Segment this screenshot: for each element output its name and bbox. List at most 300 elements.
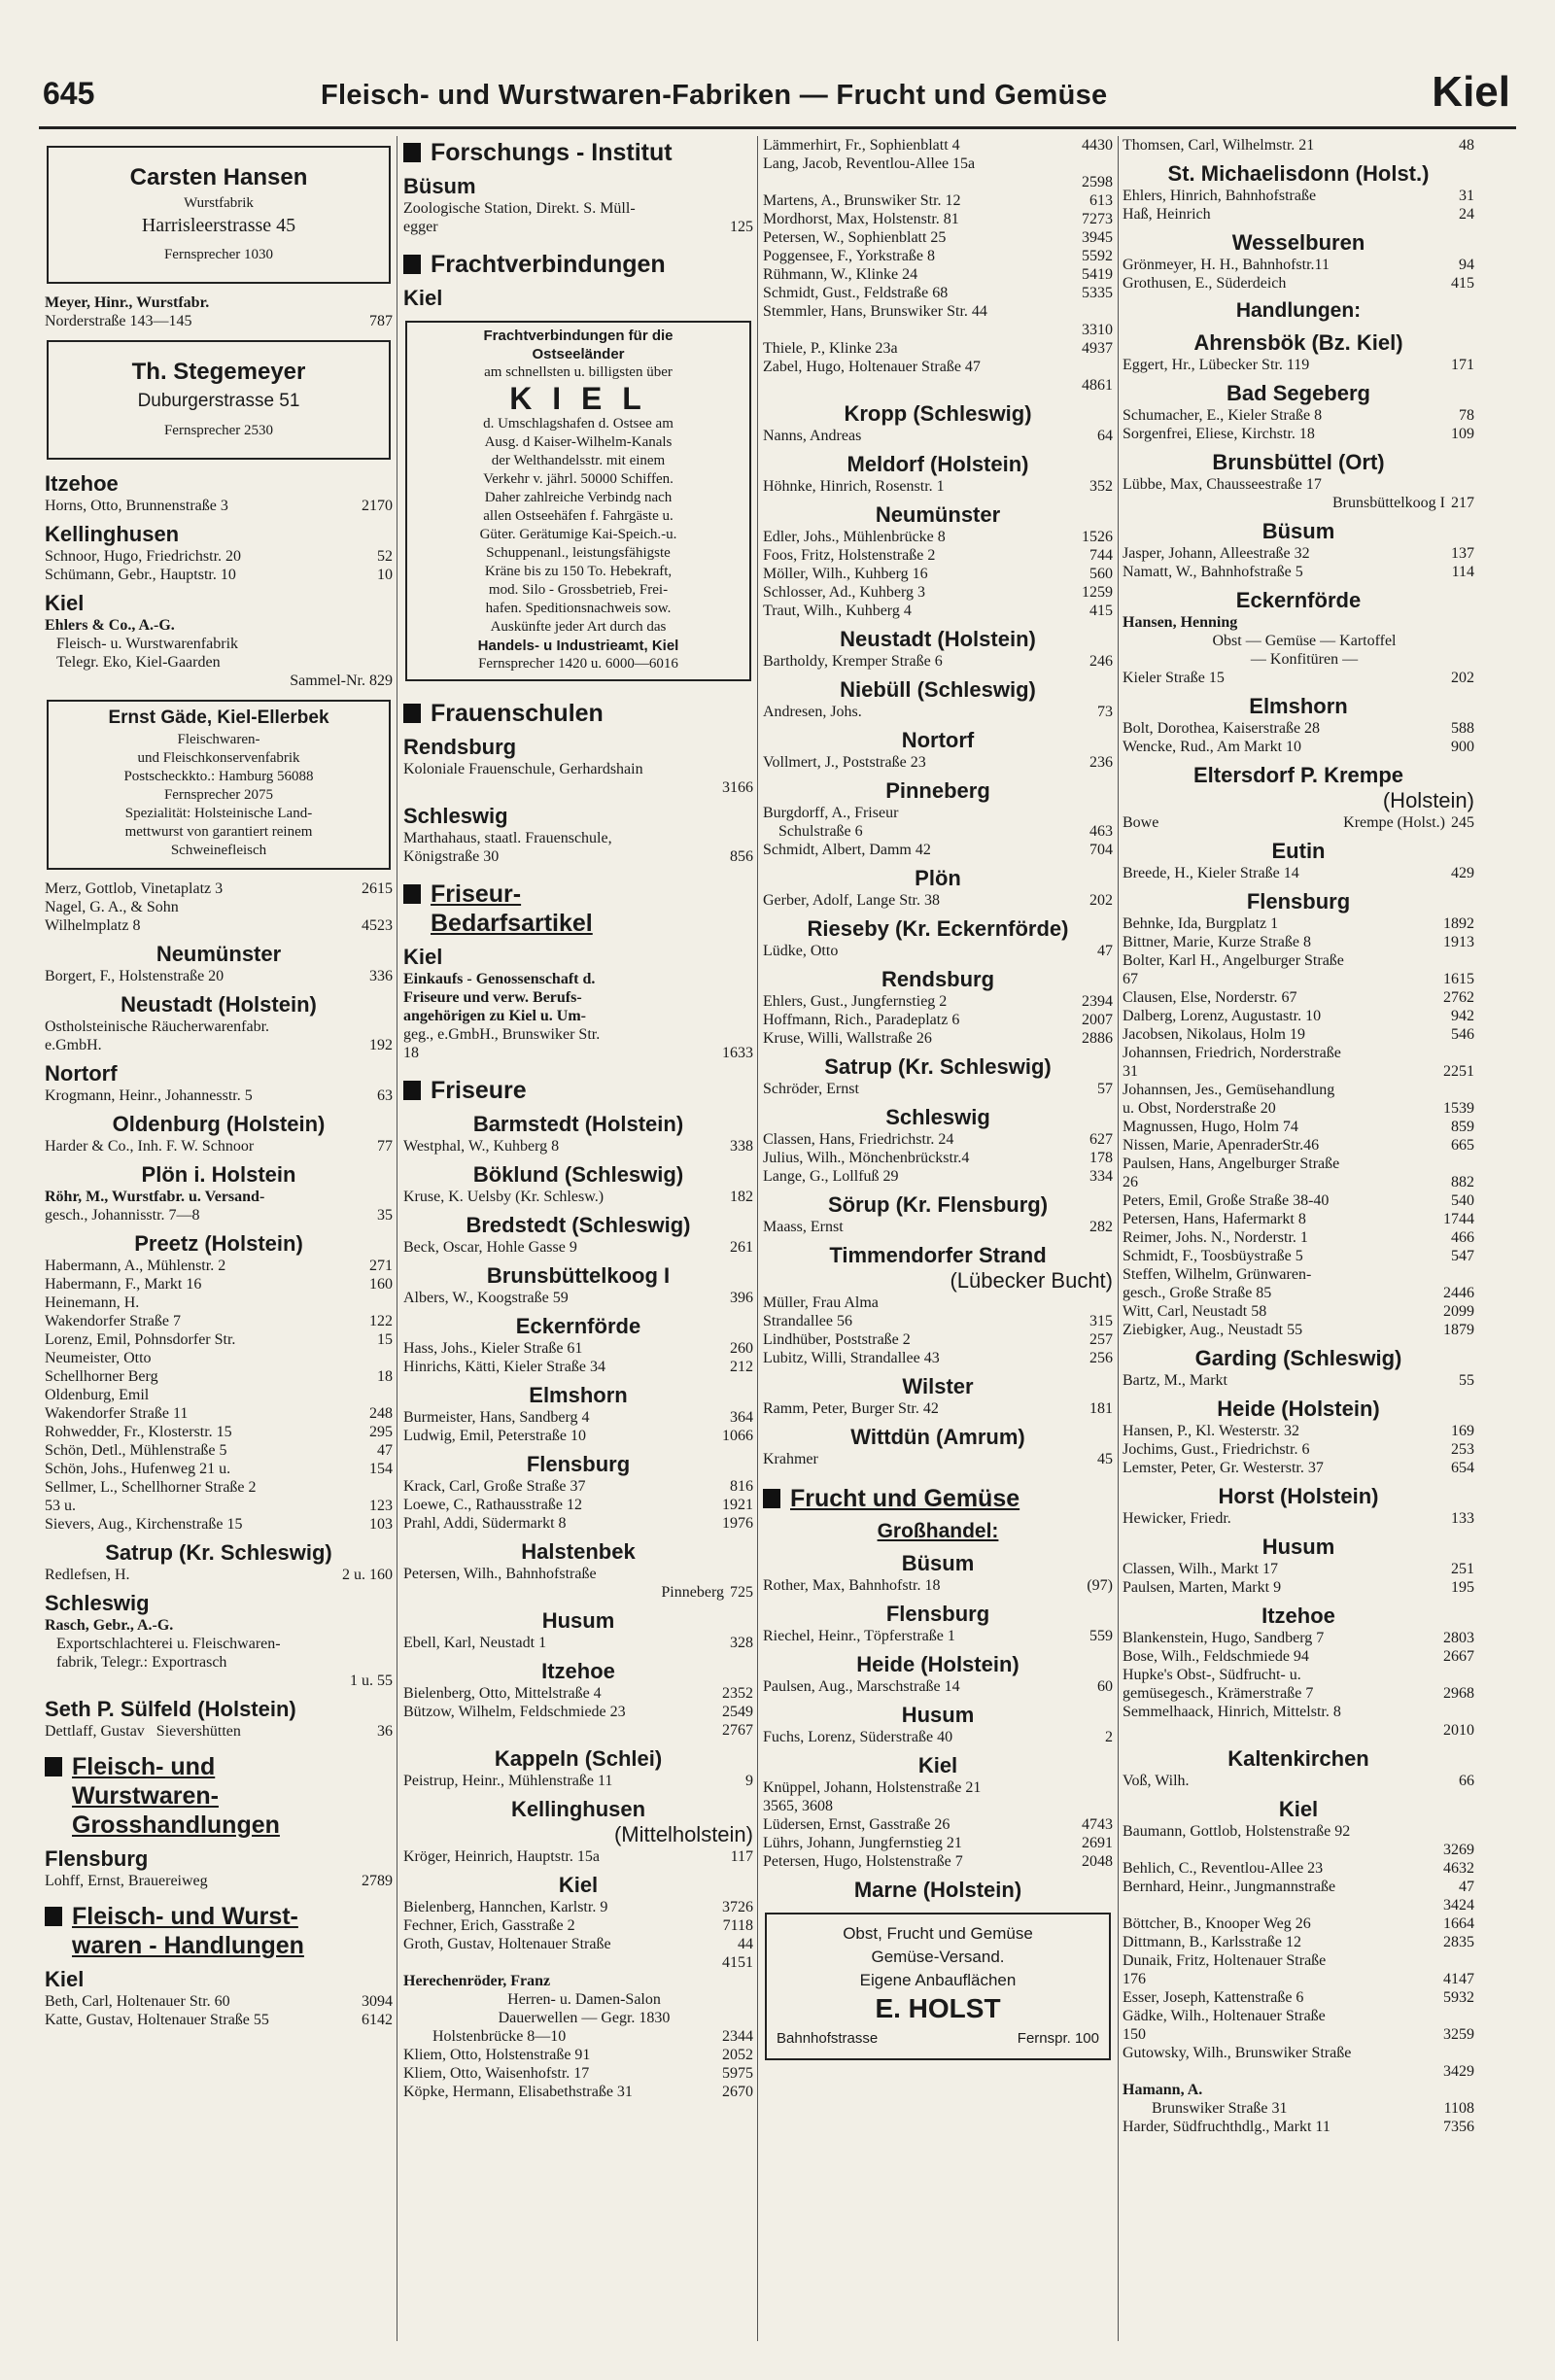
list-item: Schröder, Ernst 57 (763, 1081, 1113, 1097)
list-item: Pinneberg 725 (661, 1584, 753, 1601)
city-heading: St. Michaelisdonn (Holst.) (1167, 161, 1430, 186)
city-heading: Wesselburen (1231, 230, 1365, 255)
list-item: Namatt, W., Bahnhofstraße 5 114 (1123, 564, 1474, 580)
list-item: 176 4147 (1123, 1971, 1474, 1987)
list-item: Stemmler, Hans, Brunswiker Str. 44 (763, 303, 987, 320)
list-item: Lemster, Peter, Gr. Westerstr. 37 654 (1123, 1460, 1474, 1476)
list-item: Lorenz, Emil, Pohnsdorfer Str. 15 (45, 1331, 393, 1348)
city-heading: Elmshorn (529, 1383, 628, 1407)
list-item: Bowe Krempe (Holst.) 245 (1123, 814, 1474, 831)
list-item: Ebell, Karl, Neustadt 1 328 (403, 1635, 753, 1651)
list-item: Rother, Max, Bahnhofstr. 18 (97) (763, 1577, 1113, 1594)
list-item: Hinrichs, Kätti, Kieler Straße 34 212 (403, 1359, 753, 1375)
ad-line: Fernsprecher 2075 (163, 787, 274, 803)
list-item: Bützow, Wilhelm, Feldschmiede 23 2549 (403, 1704, 753, 1720)
list-item: Witt, Carl, Neustadt 58 2099 (1123, 1303, 1474, 1320)
list-item: Zoologische Station, Direkt. S. Müll- (403, 200, 636, 217)
kiel-list-2 (403, 2046, 753, 2101)
list-item: Vollmert, J., Poststraße 23 236 (763, 754, 1113, 771)
list-item: Bolt, Dorothea, Kaiserstraße 28 588 (1123, 720, 1474, 737)
list-item: Wakendorfer Straße 11 248 (45, 1405, 393, 1422)
city-heading: Itzehoe (541, 1659, 615, 1683)
city-heading: Plön (915, 866, 961, 890)
page-number: 645 (43, 76, 95, 111)
list-item: Clausen, Else, Norderstr. 67 2762 (1123, 989, 1474, 1006)
list-item: Albers, W., Koogstraße 59 396 (403, 1290, 753, 1306)
list-item: Peters, Emil, Große Straße 38-40 540 (1123, 1192, 1474, 1209)
list-item: Ehlers & Co., A.-G. (45, 617, 175, 634)
city-heading: Kellinghusen (45, 522, 180, 546)
city-heading: Flensburg (885, 1602, 990, 1626)
city-heading: Böklund (Schleswig) (472, 1162, 684, 1187)
list-item: Höhnke, Hinrich, Rosenstr. 1 352 (763, 478, 1113, 495)
timmendorf-list (763, 1293, 1113, 1367)
list-item: Krahmer 45 (763, 1451, 1113, 1467)
city-heading: Kiel (917, 1753, 958, 1777)
list-item: Lämmerhirt, Fr., Sophienblatt 4 4430 (763, 137, 1113, 154)
list-item: Baumann, Gottlob, Holstenstraße 92 (1123, 1823, 1351, 1840)
square-bullet-icon (403, 1081, 421, 1100)
list-item: Peistrup, Heinr., Mühlenstraße 11 9 (403, 1773, 753, 1789)
ad-line: Ausg. d Kaiser-Wilhelm-Kanals (484, 434, 673, 450)
buesum-list (1123, 544, 1474, 581)
list-item: Röhr, M., Wurstfabr. u. Versand- (45, 1189, 265, 1205)
ad-name: Th. Stegemeyer (131, 359, 306, 385)
list-item: Lindhüber, Poststraße 2 257 (763, 1331, 1113, 1348)
city-heading: (Mittelholstein) (613, 1822, 753, 1846)
city-heading: Flensburg (1246, 889, 1351, 914)
list-item: Lang, Jacob, Reventlou-Allee 15a (763, 155, 976, 172)
list-item: Kliem, Otto, Waisenhofstr. 17 5975 (403, 2065, 753, 2082)
city-heading: Kiel (403, 286, 443, 310)
list-item: angehörigen zu Kiel u. Um- (403, 1008, 586, 1024)
list-item: Dittmann, B., Karlsstraße 12 2835 (1123, 1934, 1474, 1950)
ad-name: E. HOLST (875, 1993, 1001, 2023)
city-heading: Büsum (1261, 519, 1335, 543)
city-heading: Husum (901, 1703, 975, 1727)
city-heading: Neustadt (Holstein) (121, 992, 317, 1017)
ad-line: Güter. Gerätumige Kai-Speich.-u. (479, 527, 677, 542)
square-bullet-icon (403, 884, 421, 904)
ad-street: Duburgerstrasse 51 (137, 391, 300, 411)
city-heading: Rieseby (Kr. Eckernförde) (807, 916, 1069, 941)
list-item: Hamann, A. (1123, 2082, 1203, 2098)
list-item: gesch., Große Straße 85 2446 (1123, 1285, 1474, 1301)
list-item: Gutowsky, Wilh., Brunswiker Straße (1123, 2045, 1352, 2061)
list-item: Thomsen, Carl, Wilhelmstr. 21 48 (1123, 137, 1474, 154)
list-item: Horns, Otto, Brunnenstraße 3 2170 (45, 498, 393, 514)
list-item: Classen, Wilh., Markt 17 251 (1123, 1561, 1474, 1577)
list-item: Petersen, W., Sophienblatt 25 3945 (763, 229, 1113, 246)
list-item: Steffen, Wilhelm, Grünwaren- (1123, 1266, 1312, 1283)
list-item: Burgdorff, A., Friseur (763, 805, 899, 821)
list-item-line: Sammel-Nr. 829 (290, 673, 393, 689)
ad-line: hafen. Speditionsnachweis sow. (485, 601, 672, 616)
ad-phone: Fernspr. 100 (1017, 2030, 1099, 2047)
list-item: Fechner, Erich, Gasstraße 2 7118 (403, 1917, 753, 1934)
ad-phone: Fernsprecher 2530 (163, 423, 274, 438)
list-item: Marthahaus, staatl. Frauenschule, (403, 830, 612, 846)
city-heading: Nortorf (45, 1061, 118, 1086)
ad-ernst-gaede (47, 700, 391, 870)
ad-lines (413, 415, 743, 637)
list-item-line: Obst — Gemüse — Kartoffel (1212, 633, 1397, 649)
square-bullet-icon (763, 1489, 780, 1508)
city-heading: Schleswig (45, 1591, 150, 1615)
city-heading: Büsum (901, 1551, 975, 1575)
city-heading: Nortorf (901, 728, 975, 752)
city-heading: Rendsburg (403, 735, 517, 759)
ad-line: Obst, Frucht und Gemüse (843, 1924, 1033, 1943)
list-item: 53 u. 123 (45, 1498, 393, 1514)
kiel-top-list (763, 136, 1113, 395)
list-item: Prahl, Addi, Südermarkt 8 1976 (403, 1515, 753, 1532)
list-item: 3565, 3608 (763, 1798, 833, 1814)
list-item: Sellmer, L., Schellhorner Straße 2 (45, 1479, 257, 1496)
neumuenster-list (763, 528, 1113, 620)
list-item: Böttcher, B., Knooper Weg 26 1664 (1123, 1915, 1474, 1932)
list-item-line: Dauerwellen — Gegr. 1830 (498, 2010, 671, 2026)
list-item: egger 125 (403, 219, 753, 235)
ad-line: Schweinefleisch (170, 843, 267, 858)
list-item: Schulstraße 6 463 (778, 823, 1113, 840)
list-item: Lubitz, Willi, Strandallee 43 256 (763, 1350, 1113, 1366)
list-item: Beck, Oscar, Hohle Gasse 9 261 (403, 1239, 753, 1256)
list-item: 26 882 (1123, 1174, 1474, 1190)
itzehoe-list (1123, 1629, 1474, 1740)
ad-stegemeyer (47, 340, 391, 460)
city-heading: Kappeln (Schlei) (494, 1746, 663, 1771)
list-item: Breede, H., Kieler Straße 14 429 (1123, 865, 1474, 881)
city-heading: Satrup (Kr. Schleswig) (824, 1054, 1052, 1079)
city-heading: Büsum (403, 174, 476, 198)
list-item: Reimer, Johs. N., Norderstr. 1 466 (1123, 1229, 1474, 1246)
list-item: Schön, Detl., Mühlenstraße 5 47 (45, 1442, 393, 1459)
city-heading: Preetz (Holstein) (134, 1231, 303, 1256)
list-item-line: Herren- u. Damen-Salon (507, 1991, 661, 2008)
list-item-line: 3166 (722, 779, 753, 796)
city-heading: Rendsburg (881, 967, 995, 991)
list-item: Beth, Carl, Holtenauer Str. 60 3094 (45, 1993, 393, 2010)
list-item: Bernhard, Heinr., Jungmannstraße 47 (1123, 1879, 1474, 1895)
list-item: Merz, Gottlob, Vinetaplatz 3 2615 (45, 880, 393, 897)
list-item: Schnoor, Hugo, Friedrichstr. 20 52 (45, 548, 393, 565)
list-item: Andresen, Johs. 73 (763, 704, 1113, 720)
city-heading: Garding (Schleswig) (1194, 1346, 1402, 1370)
city-heading: Flensburg (45, 1846, 149, 1871)
list-item: Habermann, F., Markt 16 160 (45, 1276, 393, 1293)
list-item-line: 2767 (722, 1722, 753, 1739)
list-item: 18 1633 (403, 1045, 753, 1061)
city-heading: Bredstedt (Schleswig) (466, 1213, 691, 1237)
list-item: Nagel, G. A., & Sohn (45, 899, 179, 915)
city-heading: Pinneberg (885, 778, 990, 803)
ad-line: Schuppenanl., leistungsfähigste (486, 545, 671, 561)
city-heading: Eckernförde (1235, 588, 1362, 612)
list-item: Dalberg, Lorenz, Augustastr. 10 942 (1123, 1008, 1474, 1024)
city-heading: Neumünster (875, 502, 1001, 527)
city-heading: Heide (Holstein) (1217, 1397, 1380, 1421)
city-heading: Brunsbüttel (Ort) (1212, 450, 1385, 474)
list-item: Möller, Wilh., Kuhberg 16 560 (763, 566, 1113, 582)
list-item: Norderstraße 143—145 787 (45, 313, 393, 329)
list-item: Borgert, F., Holstenstraße 20 336 (45, 968, 393, 984)
list-item: Strandallee 56 315 (763, 1313, 1113, 1329)
city-heading: Neumünster (156, 942, 282, 966)
list-item: Neumeister, Otto (45, 1350, 152, 1366)
ad-line: allen Ostseehäfen f. Fahrgäste u. (483, 508, 674, 524)
list-item: 3429 (1443, 2063, 1474, 2080)
list-item: Classen, Hans, Friedrichstr. 24 627 (763, 1131, 1113, 1148)
city-heading: Satrup (Kr. Schleswig) (105, 1540, 332, 1565)
list-item: Kröger, Heinrich, Hauptstr. 15a 117 (403, 1848, 753, 1865)
city-heading: Eckernförde (515, 1314, 641, 1338)
city-heading: (Lübecker Bucht) (950, 1268, 1113, 1293)
ad-street: Bahnhofstrasse (777, 2030, 879, 2047)
list-item: Schellhorner Berg 18 (45, 1368, 393, 1385)
list-item: Heinemann, H. (45, 1294, 140, 1311)
section-heading: Grosshandlungen (72, 1811, 280, 1839)
column-1 (45, 136, 393, 2370)
list-item: Harder & Co., Inh. F. W. Schnoor 77 (45, 1138, 393, 1155)
list-item: 3310 (1082, 322, 1113, 338)
list-item: Brunsbüttelkoog I 217 (1332, 495, 1474, 511)
city-heading: Kiel (403, 945, 443, 969)
city-heading: Sörup (Kr. Flensburg) (827, 1192, 1049, 1217)
city-heading: Kiel (558, 1873, 599, 1897)
city-heading: Kellinghusen (510, 1797, 646, 1821)
list-item: Lange, G., Lollfuß 29 334 (763, 1168, 1113, 1185)
city-heading: Barmstedt (Holstein) (472, 1112, 684, 1136)
section-heading: Friseur- (403, 880, 753, 909)
list-item: Mordhorst, Max, Holstenstr. 81 7273 (763, 211, 1113, 227)
square-bullet-icon (403, 255, 421, 274)
page-header (39, 68, 1516, 129)
ad-name: Carsten Hansen (129, 164, 308, 190)
list-item: Oldenburg, Emil (45, 1387, 150, 1403)
list-item-line: fabrik, Telegr.: Exportrasch (56, 1654, 227, 1671)
list-item: Zabel, Hugo, Holtenauer Straße 47 (763, 359, 981, 375)
list-item: Poggensee, F., Yorkstraße 8 5592 (763, 248, 1113, 264)
list-item: 2010 (1443, 1722, 1474, 1739)
city-heading: Kiel (45, 1967, 85, 1991)
ad-line: und Fleischkonservenfabrik (137, 750, 300, 766)
list-item: Behlich, C., Reventlou-Allee 23 4632 (1123, 1860, 1474, 1877)
rendsburg-list (763, 992, 1113, 1048)
ad-line: Postscheckkto.: Hamburg 56088 (123, 769, 314, 784)
list-item: Ehlers, Gust., Jungfernstieg 2 2394 (763, 993, 1113, 1010)
city-heading: Eutin (1271, 839, 1326, 863)
city-heading: Schleswig (403, 804, 508, 828)
schleswig-list (763, 1130, 1113, 1186)
ad-line: Auskünfte jeder Art durch das (490, 619, 667, 635)
list-item: Lüdersen, Ernst, Gasstraße 26 4743 (763, 1816, 1113, 1833)
ad-line: Daher zahlreiche Verbindg nach (484, 490, 673, 505)
ad-line: Eigene Anbauflächen (859, 1971, 1017, 1989)
city-heading: Husum (541, 1608, 615, 1633)
ad-subtitle: Wurstfabrik (184, 195, 254, 211)
list-item: Köpke, Hermann, Elisabethstraße 31 2670 (403, 2084, 753, 2100)
list-item: Maass, Ernst 282 (763, 1219, 1113, 1235)
list-item: Hansen, P., Kl. Westerstr. 32 169 (1123, 1423, 1474, 1439)
section-heading: Wurstwaren- (72, 1782, 219, 1810)
column-3 (763, 136, 1113, 2370)
heide-list (1123, 1422, 1474, 1477)
list-item: gesch., Johannisstr. 7—8 35 (45, 1207, 393, 1224)
list-item: Rühmann, W., Klinke 24 5419 (763, 266, 1113, 283)
ad-name: Ernst Gäde, Kiel-Ellerbek (108, 707, 329, 728)
list-item: 4861 (1082, 377, 1113, 394)
list-item: Magnussen, Hugo, Holm 74 859 (1123, 1119, 1474, 1135)
list-item: Haß, Heinrich 24 (1123, 206, 1474, 223)
list-item: Ludwig, Emil, Peterstraße 10 1066 (403, 1428, 753, 1444)
wesselburen-list (1123, 256, 1474, 293)
city-heading: Halstenbek (521, 1539, 636, 1564)
list-item: Martens, A., Brunswiker Str. 12 613 (763, 192, 1113, 209)
list-item: Sievers, Aug., Kirchenstraße 15 103 (45, 1516, 393, 1533)
city-heading: Bad Segeberg (1227, 381, 1370, 405)
list-item: Edler, Johs., Mühlenbrücke 8 1526 (763, 529, 1113, 545)
list-item: Foos, Fritz, Holstenstraße 2 744 (763, 547, 1113, 564)
list-item: Dunaik, Fritz, Holtenauer Straße (1123, 1952, 1327, 1969)
city-heading: Kropp (Schleswig) (844, 401, 1032, 426)
section-heading: Frucht und Gemüse (763, 1484, 1113, 1513)
city-heading: Itzehoe (45, 471, 119, 496)
list-item: Petersen, Wilh., Bahnhofstraße (403, 1566, 597, 1582)
city-heading: Niebüll (Schleswig) (840, 677, 1036, 702)
list-item: Dettlaff, Gustav Sievershütten 36 (45, 1723, 393, 1740)
list-item: Grothusen, E., Süderdeich 415 (1123, 275, 1474, 292)
list-item: 3269 (1443, 1842, 1474, 1858)
elmshorn-list (1123, 719, 1474, 756)
list-item: Blankenstein, Hugo, Sandberg 7 2803 (1123, 1630, 1474, 1646)
list-item: Koloniale Frauenschule, Gerhardshain (403, 761, 643, 777)
list-item: Jasper, Johann, Alleestraße 32 137 (1123, 545, 1474, 562)
list-item: Herechenröder, Franz (403, 1973, 551, 1989)
list-item: Lübbe, Max, Chausseestraße 17 (1123, 476, 1322, 493)
list-item: Knüppel, Johann, Holstenstraße 21 (763, 1779, 982, 1796)
square-bullet-icon (403, 143, 421, 162)
list-item: Rasch, Gebr., A.-G. (45, 1617, 174, 1634)
list-item: Petersen, Hans, Hafermarkt 8 1744 (1123, 1211, 1474, 1227)
ad-line: am schnellsten u. billigsten über (484, 364, 673, 380)
city-heading: Seth P. Sülfeld (Holstein) (45, 1697, 296, 1721)
list-item: Eggert, Hr., Lübecker Str. 119 171 (1123, 357, 1474, 373)
list-item: Wencke, Rud., Am Markt 10 900 (1123, 739, 1474, 755)
city-heading: Wittdün (Amrum) (850, 1425, 1025, 1449)
list-item: Nanns, Andreas 64 (763, 428, 1113, 444)
list-item: Schmidt, Gust., Feldstraße 68 5335 (763, 285, 1113, 301)
list-item: Ehlers, Hinrich, Bahnhofstraße 31 (1123, 188, 1474, 204)
list-item: Nissen, Marie, ApenraderStr.46 665 (1123, 1137, 1474, 1154)
list-item: 4151 (722, 1954, 753, 1971)
ad-frachtverbindungen (405, 321, 751, 681)
section-heading: Friseure (403, 1076, 753, 1105)
ad-carsten-hansen (47, 146, 391, 284)
list-item: Hass, Johs., Kieler Straße 61 260 (403, 1340, 753, 1357)
ad-line: mod. Silo - Grossbetrieb, Frei- (488, 582, 669, 598)
list-item-line: Fleisch- u. Wurstwarenfabrik (56, 636, 239, 652)
list-item: Kruse, Willi, Wallstraße 26 2886 (763, 1030, 1113, 1047)
city-heading: Itzehoe (1261, 1604, 1335, 1628)
list-item: Krogmann, Heinr., Johannesstr. 5 63 (45, 1087, 393, 1104)
ad-line: mettwurst von garantiert reinem (124, 824, 313, 840)
list-item: Meyer, Hinr., Wurstfabr. (45, 294, 210, 311)
list-item: Schön, Johs., Hufenweg 21 u. 154 (45, 1461, 393, 1477)
list-item: Holstenbrücke 8—10 2344 (432, 2028, 753, 2045)
segeberg-list (1123, 406, 1474, 443)
city-heading: (Holstein) (1382, 788, 1474, 812)
list-item: 2598 (1082, 174, 1113, 190)
list-item: Hoffmann, Rich., Paradeplatz 6 2007 (763, 1012, 1113, 1028)
list-item: 3424 (1443, 1897, 1474, 1914)
list-item: Krack, Carl, Große Straße 37 816 (403, 1478, 753, 1495)
list-item: Bielenberg, Otto, Mittelstraße 4 2352 (403, 1685, 753, 1702)
square-bullet-icon (45, 1757, 62, 1776)
list-item: Traut, Wilh., Kuhberg 4 415 (763, 603, 1113, 619)
list-item: Lührs, Johann, Jungfernstieg 21 2691 (763, 1835, 1113, 1851)
list-item: Kruse, K. Uelsby (Kr. Schlesw.) 182 (403, 1189, 753, 1205)
list-item: Semmelhaack, Hinrich, Mittelstr. 8 (1123, 1704, 1341, 1720)
city-heading: Brunsbüttelkoog I (486, 1263, 671, 1288)
column-4 (1123, 136, 1474, 2370)
list-item-line: Exportschlachterei u. Fleischwaren- (56, 1636, 281, 1652)
list-item: Thiele, P., Klinke 23a 4937 (763, 340, 1113, 357)
list-item: Bielenberg, Hannchen, Karlstr. 9 3726 (403, 1899, 753, 1915)
page-city: Kiel (1432, 68, 1510, 116)
ad-phone: Fernsprecher 1030 (163, 247, 274, 262)
city-heading: Flensburg (526, 1452, 631, 1476)
section-heading: Frachtverbindungen (403, 250, 753, 279)
list-item: Gerber, Adolf, Lange Str. 38 202 (763, 892, 1113, 909)
list-item: Groth, Gustav, Holtenauer Straße 44 (403, 1936, 753, 1952)
city-heading: Heide (Holstein) (856, 1652, 1019, 1676)
list-item: Johannsen, Jes., Gemüsehandlung (1123, 1082, 1335, 1098)
list-item: Kieler Straße 15 202 (1123, 670, 1474, 686)
list-item: Hewicker, Friedr. 133 (1123, 1510, 1474, 1527)
ad-line: Handels- u Industrieamt, Kiel (477, 638, 679, 654)
list-item: Johannsen, Friedrich, Norderstraße (1123, 1045, 1341, 1061)
list-item: Harder, Südfruchthdlg., Markt 11 7356 (1123, 2119, 1474, 2135)
list-item: Loewe, C., Rathausstraße 12 1921 (403, 1497, 753, 1513)
list-item: 31 2251 (1123, 1063, 1474, 1080)
sub-heading: Handlungen: (1235, 299, 1362, 322)
list-item-line: — Konfitüren — (1250, 651, 1359, 668)
list-item: Fuchs, Lorenz, Süderstraße 40 2 (763, 1729, 1113, 1745)
list-item: Schmidt, Albert, Damm 42 704 (763, 842, 1113, 858)
list-item: Hupke's Obst-, Südfrucht- u. (1123, 1667, 1301, 1683)
preetz-list (45, 1257, 393, 1534)
list-item: Jochims, Gust., Friedrichstr. 6 253 (1123, 1441, 1474, 1458)
city-heading: Plön i. Holstein (141, 1162, 296, 1187)
list-item: Bartholdy, Kremper Straße 6 246 (763, 653, 1113, 670)
list-item: Voß, Wilh. 66 (1123, 1773, 1474, 1789)
list-item: 150 3259 (1123, 2026, 1474, 2043)
column-2 (403, 136, 753, 2370)
ad-line: Fleischwaren- (177, 732, 260, 747)
section-heading: Bedarfsartikel (431, 910, 593, 937)
list-item: Paulsen, Aug., Marschstraße 14 60 (763, 1678, 1113, 1695)
list-item: Schumacher, E., Kieler Straße 8 78 (1123, 407, 1474, 424)
list-item: e.GmbH. 192 (45, 1037, 393, 1053)
ad-line: Fernsprecher 1420 u. 6000—6016 (478, 656, 678, 672)
list-item: Paulsen, Hans, Angelburger Straße (1123, 1156, 1340, 1172)
list-item: Friseure und verw. Berufs- (403, 989, 582, 1006)
list-item: gemüsegesch., Krämerstraße 7 2968 (1123, 1685, 1474, 1702)
ad-line: d. Umschlagshafen d. Ostsee am (483, 416, 674, 431)
list-item: Bartz, M., Markt 55 (1123, 1372, 1474, 1389)
list-item: Brunswiker Straße 31 1108 (1152, 2100, 1474, 2117)
